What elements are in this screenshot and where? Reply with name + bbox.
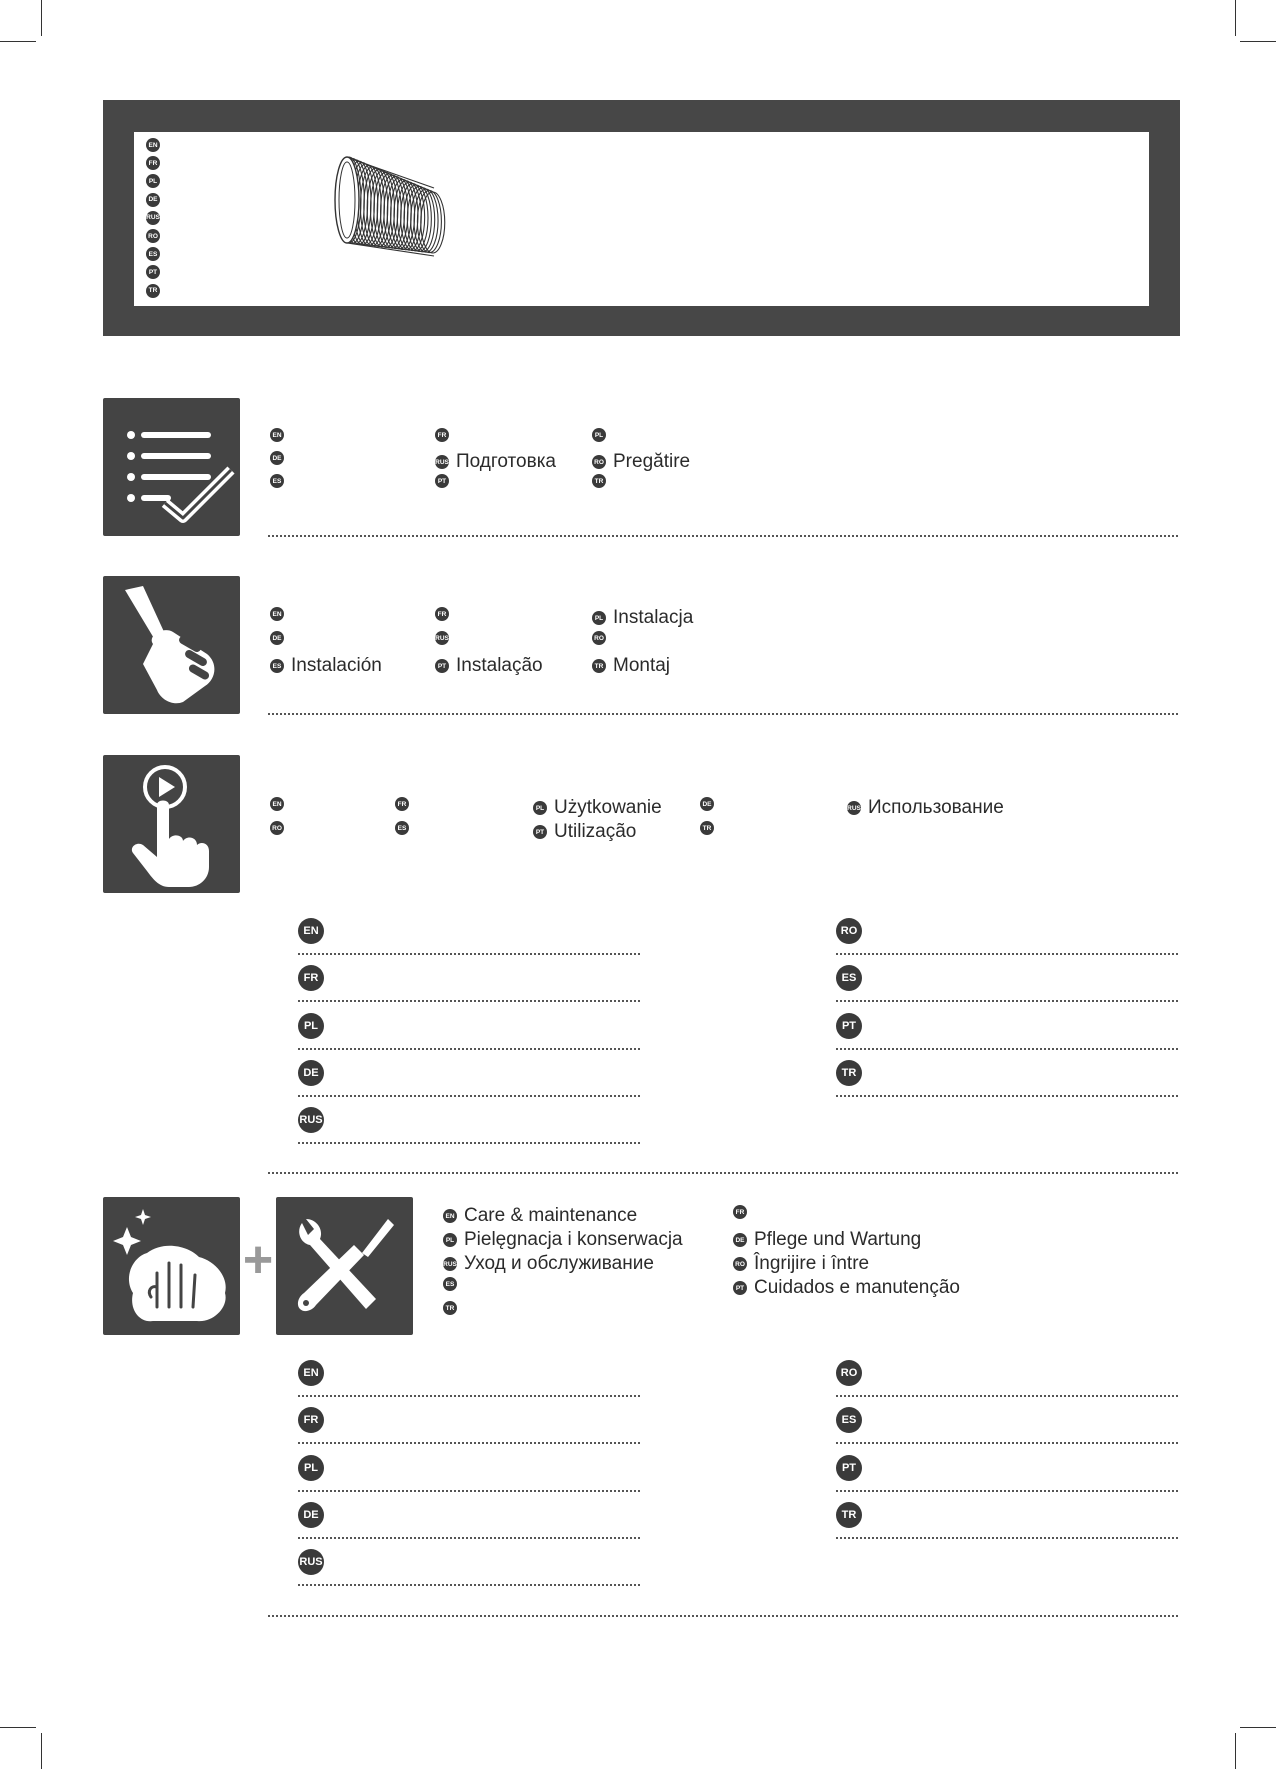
lang-entry-ro	[592, 451, 690, 473]
lang-badge-tr: TR	[592, 659, 606, 673]
lang-badge-ro: RO	[592, 455, 606, 469]
lang-badge-pt: PT	[836, 1455, 862, 1481]
lang-badge-es: ES	[443, 1277, 457, 1291]
plus-sign: +	[242, 1231, 274, 1289]
write-in-line	[298, 1537, 640, 1539]
lang-badge-en: EN	[298, 1360, 324, 1386]
lang-badge-de: DE	[298, 1502, 324, 1528]
lang-badge-ro: RO	[146, 229, 160, 243]
write-in-line	[298, 953, 640, 955]
lang-entry-rus	[435, 451, 556, 473]
lang-badge-ro: RO	[836, 918, 862, 944]
lang-badge-rus: RUS	[443, 1257, 457, 1271]
hose-illustration	[329, 138, 479, 268]
lang-entry-es	[395, 821, 409, 835]
lang-badge-pl: PL	[298, 1013, 324, 1039]
crop-mark	[41, 1733, 42, 1769]
lang-badge-de: DE	[733, 1233, 747, 1247]
lang-entry-pt	[435, 474, 449, 488]
lang-entry-pt	[435, 655, 543, 677]
lang-badge-tr: TR	[836, 1060, 862, 1086]
lang-entry-de	[733, 1229, 921, 1251]
checklist-icon	[103, 398, 240, 536]
lang-badge-rus: RUS	[435, 631, 449, 645]
write-in-line	[298, 1142, 640, 1144]
lang-badge-pl: PL	[443, 1233, 457, 1247]
lang-entry-ro	[733, 1253, 869, 1275]
lang-badge-rus: RUS	[298, 1107, 324, 1133]
write-in-line	[836, 1395, 1178, 1397]
crop-mark	[1235, 1733, 1236, 1769]
lang-entry-es	[270, 474, 284, 488]
lang-badge-pt: PT	[533, 825, 547, 839]
lang-badge-de: DE	[146, 193, 160, 207]
lang-label: Pregătire	[613, 451, 691, 472]
lang-badge-fr: FR	[298, 1407, 324, 1433]
lang-label: Использование	[868, 797, 1004, 818]
lang-badge-en: EN	[298, 918, 324, 944]
lang-badge-es: ES	[270, 474, 284, 488]
write-in-line	[836, 1490, 1178, 1492]
lang-entry-de	[700, 797, 714, 811]
lang-badge-fr: FR	[435, 428, 449, 442]
lang-entry-pt	[533, 821, 636, 843]
touch-play-icon	[103, 755, 240, 893]
lang-badge-pl: PL	[298, 1455, 324, 1481]
write-in-line	[836, 1537, 1178, 1539]
cleaning-cloth-icon	[103, 1197, 240, 1335]
lang-badge-rus: RUS	[435, 455, 449, 469]
crop-mark	[1240, 1727, 1276, 1728]
lang-badge-pt: PT	[733, 1281, 747, 1295]
lang-label: Îngrijire i între	[754, 1253, 870, 1274]
write-in-line	[836, 1442, 1178, 1444]
lang-entry-tr	[592, 655, 670, 677]
write-in-line	[298, 1048, 640, 1050]
lang-badge-fr: FR	[146, 156, 160, 170]
lang-label: Care & maintenance	[464, 1205, 638, 1226]
lang-badge-de: DE	[700, 797, 714, 811]
lang-entry-en	[270, 607, 284, 621]
write-in-line	[298, 1442, 640, 1444]
lang-badge-es: ES	[146, 247, 160, 261]
lang-badge-ro: RO	[836, 1360, 862, 1386]
lang-badge-rus: RUS	[298, 1549, 324, 1575]
write-in-line	[298, 1000, 640, 1002]
lang-badge-de: DE	[298, 1060, 324, 1086]
lang-badge-pl: PL	[533, 801, 547, 815]
write-in-line	[298, 1584, 640, 1586]
lang-entry-ro	[592, 631, 606, 645]
lang-entry-es	[270, 655, 382, 677]
lang-badge-tr: TR	[146, 284, 160, 298]
lang-label: Utilização	[554, 821, 637, 842]
crop-mark	[41, 0, 42, 36]
lang-badge-rus: RUS	[847, 801, 861, 815]
lang-label: Подготовка	[456, 451, 557, 472]
lang-badge-es: ES	[836, 1407, 862, 1433]
lang-label: Montaj	[613, 655, 671, 676]
lang-badge-fr: FR	[435, 607, 449, 621]
lang-badge-de: DE	[270, 451, 284, 465]
lang-badge-pl: PL	[592, 428, 606, 442]
lang-entry-ro	[270, 821, 284, 835]
write-in-line	[836, 1095, 1178, 1097]
tools-wrench-screwdriver-icon	[276, 1197, 413, 1335]
lang-entry-en	[443, 1205, 637, 1227]
lang-badge-en: EN	[270, 797, 284, 811]
lang-badge-pt: PT	[435, 659, 449, 673]
lang-badge-pl: PL	[146, 174, 160, 188]
crop-mark	[0, 41, 36, 42]
lang-badge-rus: RUS	[146, 211, 160, 225]
lang-label: Instalacja	[613, 607, 694, 628]
lang-entry-pl	[443, 1229, 683, 1251]
crop-mark	[1235, 0, 1236, 36]
lang-badge-ro: RO	[270, 821, 284, 835]
write-in-line	[836, 953, 1178, 955]
lang-badge-ro: RO	[592, 631, 606, 645]
lang-label: Уход и обслуживание	[464, 1253, 654, 1274]
lang-entry-pl	[592, 607, 693, 629]
header-frame	[103, 100, 1180, 336]
lang-badge-de: DE	[270, 631, 284, 645]
lang-entry-tr	[592, 474, 606, 488]
lang-badge-en: EN	[146, 138, 160, 152]
lang-entry-es	[443, 1277, 457, 1291]
lang-entry-pt	[733, 1277, 960, 1299]
lang-badge-en: EN	[443, 1209, 457, 1223]
lang-label: Cuidados e manutenção	[754, 1277, 960, 1298]
lang-entry-rus	[443, 1253, 654, 1275]
lang-entry-fr	[733, 1205, 747, 1219]
lang-badge-es: ES	[270, 659, 284, 673]
lang-badge-tr: TR	[836, 1502, 862, 1528]
dotted-separator	[268, 535, 1178, 537]
write-in-line	[298, 1490, 640, 1492]
lang-entry-de	[270, 631, 284, 645]
lang-badge-pt: PT	[836, 1013, 862, 1039]
crop-mark	[0, 1727, 36, 1728]
write-in-line	[836, 1048, 1178, 1050]
lang-badge-tr: TR	[700, 821, 714, 835]
dotted-separator	[268, 713, 1178, 715]
lang-badge-pt: PT	[435, 474, 449, 488]
header-inner-panel	[134, 132, 1149, 306]
lang-label: Użytkowanie	[554, 797, 662, 818]
write-in-line	[836, 1000, 1178, 1002]
lang-badge-pl: PL	[592, 611, 606, 625]
write-in-line	[298, 1395, 640, 1397]
lang-badge-en: EN	[270, 607, 284, 621]
lang-badge-en: EN	[270, 428, 284, 442]
lang-label: Pflege und Wartung	[754, 1229, 922, 1250]
lang-entry-en	[270, 797, 284, 811]
lang-entry-rus	[847, 797, 1004, 819]
lang-entry-en	[270, 428, 284, 442]
lang-entry-fr	[395, 797, 409, 811]
lang-entry-tr	[443, 1301, 457, 1315]
lang-entry-rus	[435, 631, 449, 645]
lang-label: Instalación	[291, 655, 382, 676]
lang-badge-fr: FR	[298, 965, 324, 991]
lang-label: Instalação	[456, 655, 543, 676]
lang-badge-pt: PT	[146, 265, 160, 279]
lang-badge-es: ES	[836, 965, 862, 991]
lang-badge-tr: TR	[443, 1301, 457, 1315]
lang-badge-es: ES	[395, 821, 409, 835]
dotted-separator	[268, 1172, 1178, 1174]
lang-entry-tr	[700, 821, 714, 835]
lang-badge-fr: FR	[733, 1205, 747, 1219]
lang-badge-fr: FR	[395, 797, 409, 811]
crop-mark	[1240, 41, 1276, 42]
lang-entry-de	[270, 451, 284, 465]
dotted-separator	[268, 1615, 1178, 1617]
lang-badge-ro: RO	[733, 1257, 747, 1271]
write-in-line	[298, 1095, 640, 1097]
lang-label: Pielęgnacja i konserwacja	[464, 1229, 683, 1250]
lang-entry-pl	[533, 797, 662, 819]
lang-entry-fr	[435, 428, 449, 442]
lang-entry-fr	[435, 607, 449, 621]
lang-entry-pl	[592, 428, 606, 442]
screwdriver-hand-icon	[103, 576, 240, 714]
lang-badge-tr: TR	[592, 474, 606, 488]
